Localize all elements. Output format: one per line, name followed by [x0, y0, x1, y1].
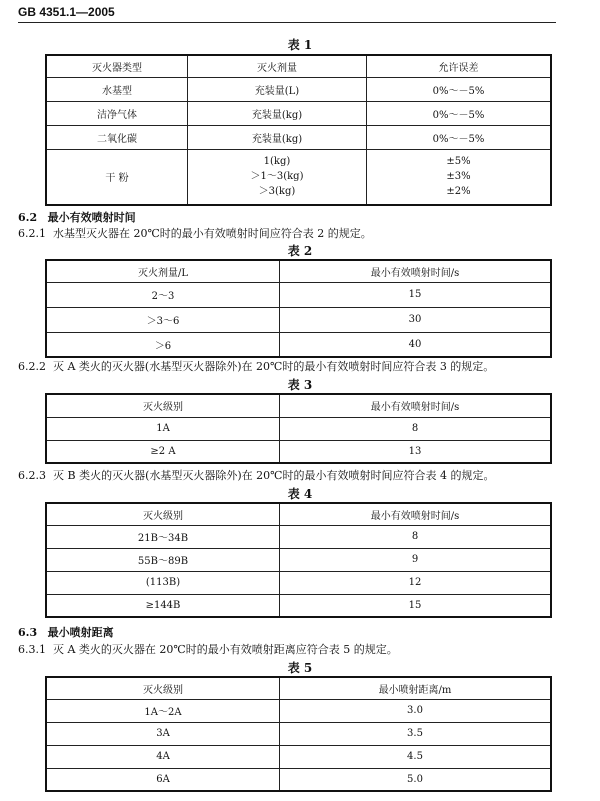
clause-text: 灭 A 类火的灭火器(水基型灭火器除外)在 20℃时的最小有效喷射时间应符合表 3 的规定。	[53, 360, 495, 373]
table-row	[46, 282, 551, 307]
tolerance-line: ±5%	[446, 156, 471, 168]
clause-number: 6.3.1	[18, 643, 46, 656]
table-row	[46, 149, 551, 205]
table-cell: 15	[280, 594, 552, 617]
clause-6-2-3	[18, 467, 494, 483]
table-2-caption: 表 2	[287, 244, 313, 258]
table-cell: 0%～－5%	[367, 125, 552, 149]
standard-code: GB 4351.1—2005	[18, 5, 115, 19]
table-row	[46, 745, 551, 768]
table-cell: 12	[280, 571, 552, 594]
table-cell: 8	[280, 525, 552, 548]
table-cell: 15	[280, 282, 552, 307]
table-cell: 3A	[46, 722, 280, 745]
table-3-caption: 表 3	[287, 378, 313, 392]
table-cell: 洁净气体	[46, 101, 188, 125]
table-cell: 0%～－5%	[367, 77, 552, 101]
table-row	[46, 722, 551, 745]
table-cell	[367, 149, 552, 205]
table-row	[46, 125, 551, 149]
table-cell: 二氧化碳	[46, 125, 188, 149]
table-cell: 0%～－5%	[367, 101, 552, 125]
table-row	[46, 525, 551, 548]
section-number: 6.3	[18, 626, 38, 639]
table-cell: 5.0	[280, 768, 552, 791]
table-row	[46, 77, 551, 101]
table-header-cell: 最小有效喷射时间/s	[280, 260, 552, 282]
clause-number: 6.2.1	[18, 227, 46, 240]
clause-text: 水基型灭火器在 20℃时的最小有效喷射时间应符合表 2 的规定。	[53, 227, 372, 240]
table-cell: ≥2 A	[46, 440, 280, 463]
table-cell: ≥144B	[46, 594, 280, 617]
table-4-caption: 表 4	[287, 487, 313, 501]
table-cell: 充装量(L)	[188, 77, 367, 101]
table-row	[46, 332, 551, 357]
table-1-caption: 表 1	[287, 38, 313, 52]
table-header-cell: 灭火级别	[46, 394, 280, 417]
table-5-caption: 表 5	[287, 661, 313, 675]
table-2	[45, 259, 552, 358]
table-cell: (113B)	[46, 571, 280, 594]
table-cell: 充装量(kg)	[188, 101, 367, 125]
section-6-2-heading	[18, 209, 136, 225]
table-header-cell: 灭火级别	[46, 503, 280, 525]
table-row	[46, 548, 551, 571]
clause-6-2-1	[18, 225, 372, 241]
table-header-cell: 灭火级别	[46, 677, 280, 699]
table-row	[46, 417, 551, 440]
table-cell: 4A	[46, 745, 280, 768]
table-header-cell: 最小有效喷射时间/s	[280, 394, 552, 417]
table-cell: 干 粉	[46, 149, 188, 205]
table-header-cell: 最小喷射距离/m	[280, 677, 552, 699]
amount-line: ＞3(kg)	[258, 186, 296, 198]
table-cell: 1A～2A	[46, 699, 280, 722]
table-5	[45, 676, 552, 792]
table-header-row	[46, 55, 551, 77]
clause-text: 灭 A 类火的灭火器在 20℃时的最小有效喷射距离应符合表 5 的规定。	[53, 643, 398, 656]
clause-text: 灭 B 类火的灭火器(水基型灭火器除外)在 20℃时的最小有效喷射时间应符合表 4 的规定。	[53, 469, 495, 482]
table-header-cell: 灭火剂量/L	[46, 260, 280, 282]
table-cell: 13	[280, 440, 552, 463]
table-header-cell: 灭火器类型	[46, 55, 188, 77]
table-cell	[188, 149, 367, 205]
table-cell: 8	[280, 417, 552, 440]
table-row	[46, 571, 551, 594]
table-row	[46, 101, 551, 125]
clause-number: 6.2.2	[18, 360, 46, 373]
table-cell: 6A	[46, 768, 280, 791]
table-header-cell: 允许误差	[367, 55, 552, 77]
table-header-cell: 最小有效喷射时间/s	[280, 503, 552, 525]
amount-line: 1(kg)	[263, 156, 291, 168]
table-cell: 3.5	[280, 722, 552, 745]
section-number: 6.2	[18, 211, 38, 224]
tolerance-line: ±3%	[446, 171, 471, 183]
header-rule	[18, 22, 556, 23]
section-title: 最小有效喷射时间	[47, 211, 136, 224]
table-cell: 1A	[46, 417, 280, 440]
clause-6-3-1	[18, 641, 398, 657]
table-row	[46, 768, 551, 791]
clause-6-2-2	[18, 358, 494, 374]
table-header-cell: 灭火剂量	[188, 55, 367, 77]
table-cell: 4.5	[280, 745, 552, 768]
table-header-row	[46, 677, 551, 699]
table-3	[45, 393, 552, 464]
tolerance-line: ±2%	[446, 186, 471, 198]
table-cell: 充装量(kg)	[188, 125, 367, 149]
table-1	[45, 54, 552, 206]
table-cell: 9	[280, 548, 552, 571]
table-cell: 21B～34B	[46, 525, 280, 548]
table-cell: 3.0	[280, 699, 552, 722]
table-cell: 40	[280, 332, 552, 357]
table-header-row	[46, 394, 551, 417]
table-cell: ＞6	[46, 332, 280, 357]
table-header-row	[46, 503, 551, 525]
table-row	[46, 440, 551, 463]
section-6-3-heading	[18, 624, 114, 640]
table-cell: 水基型	[46, 77, 188, 101]
clause-number: 6.2.3	[18, 469, 46, 482]
table-row	[46, 594, 551, 617]
table-cell: 30	[280, 307, 552, 332]
amount-line: ＞1～3(kg)	[250, 171, 304, 183]
table-cell: ＞3～6	[46, 307, 280, 332]
table-4	[45, 502, 552, 618]
table-cell: 55B～89B	[46, 548, 280, 571]
table-row	[46, 699, 551, 722]
table-cell: 2～3	[46, 282, 280, 307]
section-title: 最小喷射距离	[47, 626, 114, 639]
table-header-row	[46, 260, 551, 282]
table-row	[46, 307, 551, 332]
